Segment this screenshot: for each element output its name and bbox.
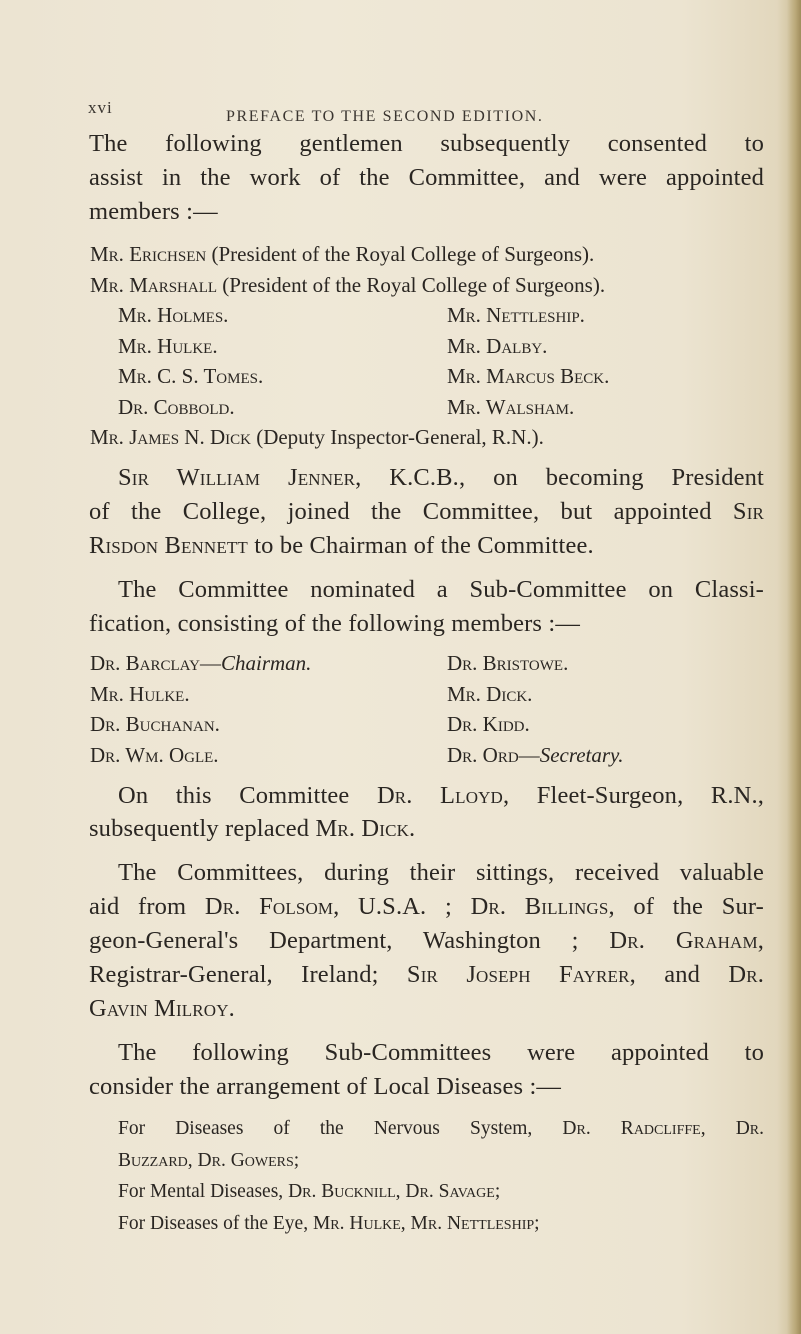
- p3-line-2: fication, consisting of the following members :—: [89, 610, 580, 637]
- sub-dick: Mr. Dick.: [447, 682, 533, 706]
- sub-kidd: Dr. Kidd.: [447, 712, 530, 736]
- member-dalby: Mr. Dalby.: [447, 334, 548, 358]
- page-number: xvi: [88, 98, 113, 117]
- diseases-nervous-line-1: For Diseases of the Nervous System, Dr. Radcliffe, Dr.: [118, 1118, 764, 1139]
- sub-ogle: Dr. Wm. Ogle.: [90, 743, 219, 767]
- member-holmes: Mr. Holmes.: [118, 303, 229, 327]
- p5-line-3: geon-General's Department, Washington ; Dr. Graham,: [89, 927, 764, 954]
- p5-line-2: aid from Dr. Folsom, U.S.A. ; Dr. Billings, of the Sur-: [89, 893, 764, 920]
- member-tomes: Mr. C. S. Tomes.: [118, 364, 264, 388]
- sub-buchanan: Dr. Buchanan.: [90, 712, 220, 736]
- p3-line-1: The Committee nominated a Sub-Committee on Classi-: [118, 576, 764, 603]
- p2-line-1: Sir William Jenner, K.C.B., on becoming President: [118, 464, 764, 491]
- sub-hulke: Mr. Hulke.: [90, 682, 190, 706]
- member-marshall: Mr. Marshall (President of the Royal College of Surgeons).: [90, 273, 606, 297]
- p1-line-3: members :—: [89, 198, 218, 225]
- member-hulke: Mr. Hulke.: [118, 334, 218, 358]
- p1-line-1: The following gentlemen subsequently consented to: [89, 130, 764, 157]
- member-dick: Mr. James N. Dick (Deputy Inspector-General, R.N.).: [90, 425, 544, 449]
- p4-line-2: subsequently replaced Mr. Dick.: [89, 815, 416, 842]
- member-nettleship: Mr. Nettleship.: [447, 303, 585, 327]
- p6-line-1: The following Sub-Committees were appointed to: [118, 1039, 764, 1066]
- member-erichsen: Mr. Erichsen (President of the Royal College of Surgeons).: [90, 242, 595, 266]
- member-walsham: Mr. Walsham.: [447, 395, 575, 419]
- p4-line-1: On this Committee Dr. Lloyd, Fleet-Surgeon, R.N.,: [118, 782, 764, 809]
- page-edge-shadow: [787, 0, 801, 1334]
- sub-bristowe: Dr. Bristowe.: [447, 651, 569, 675]
- sub-barclay: Dr. Barclay—Chairman.: [90, 651, 312, 675]
- p6-line-2: consider the arrangement of Local Diseases :—: [89, 1073, 562, 1100]
- member-beck: Mr. Marcus Beck.: [447, 364, 610, 388]
- diseases-nervous-line-2: Buzzard, Dr. Gowers;: [118, 1150, 300, 1171]
- diseases-eye: For Diseases of the Eye, Mr. Hulke, Mr. Nettleship;: [118, 1213, 540, 1234]
- p1-line-2: assist in the work of the Committee, and were appointed: [89, 164, 764, 191]
- p5-line-5: Gavin Milroy.: [89, 995, 235, 1022]
- running-title: PREFACE TO THE SECOND EDITION.: [226, 108, 544, 125]
- member-cobbold: Dr. Cobbold.: [118, 395, 235, 419]
- p5-line-1: The Committees, during their sittings, received valuable: [118, 859, 764, 886]
- sub-ord: Dr. Ord—Secretary.: [447, 743, 624, 767]
- p5-line-4: Registrar-General, Ireland; Sir Joseph Fayrer, and Dr.: [89, 961, 765, 988]
- p2-line-2: of the College, joined the Committee, but appointed Sir: [89, 498, 764, 525]
- p2-line-3: Risdon Bennett to be Chairman of the Committee.: [89, 532, 594, 559]
- diseases-mental: For Mental Diseases, Dr. Bucknill, Dr. Savage;: [118, 1181, 501, 1202]
